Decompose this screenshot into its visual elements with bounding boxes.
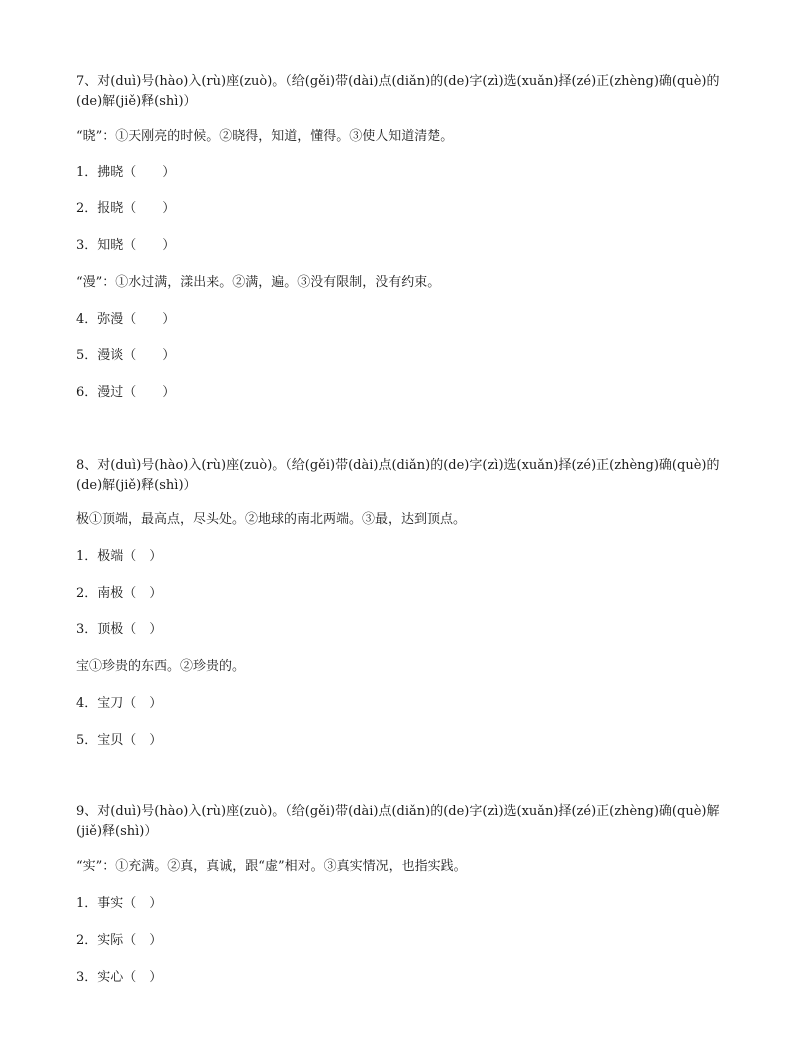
question-8-heading: 8、对(duì)号(hào)入(rù)座(zuò)。（给(gěi)带(dài)点(diǎn)的(de)字(zì)选(xuǎn)择(zé)正(zhèng)确(què)的(de)解(jiě)释(shì)） xyxy=(76,458,720,493)
question-8-item-5: 5．宝贝（ ） xyxy=(76,733,163,748)
question-8-definition-2: 宝①珍贵的东西。②珍贵的。 xyxy=(76,659,246,674)
question-9-item-3: 3．实心（ ） xyxy=(76,970,163,985)
question-8-definition-1: 极①顶端，最高点，尽头处。②地球的南北两端。③最，达到顶点。 xyxy=(76,512,467,527)
question-8-item-2: 2．南极（ ） xyxy=(76,586,163,601)
question-9-heading: 9、对(duì)号(hào)入(rù)座(zuò)。（给(gěi)带(dài)点(diǎn)的(de)字(zì)选(xuǎn)择(zé)正(zhèng)确(què)解(jiě)释(shì)） xyxy=(76,804,720,839)
question-8-item-3: 3．顶极（ ） xyxy=(76,622,163,637)
question-7-item-6: 6．漫过（ ） xyxy=(76,385,176,400)
question-9-item-1: 1．事实（ ） xyxy=(76,896,163,911)
question-7-definition-2: “漫”：①水过满，漾出来。②满，遍。③没有限制，没有约束。 xyxy=(76,275,441,290)
question-7-item-3: 3．知晓（ ） xyxy=(76,238,176,253)
question-8-item-4: 4．宝刀（ ） xyxy=(76,696,163,711)
question-7-item-2: 2．报晓（ ） xyxy=(76,201,176,216)
question-7-item-4: 4．弥漫（ ） xyxy=(76,312,176,327)
question-9-definition-1: “实”：①充满。②真，真诚，跟“虚”相对。③真实情况，也指实践。 xyxy=(76,859,467,874)
question-7-item-5: 5．漫谈（ ） xyxy=(76,348,176,363)
question-8-item-1: 1．极端（ ） xyxy=(76,549,163,564)
question-9-item-2: 2．实际（ ） xyxy=(76,933,163,948)
question-7-definition-1: “晓”：①天刚亮的时候。②晓得，知道，懂得。③使人知道清楚。 xyxy=(76,129,454,144)
question-7-heading: 7、对(duì)号(hào)入(rù)座(zuò)。（给(gěi)带(dài)点(diǎn)的(de)字(zì)选(xuǎn)择(zé)正(zhèng)确(què)的(de)解(jiě)释(shì)） xyxy=(76,74,720,109)
question-7-item-1: 1．拂晓（ ） xyxy=(76,165,176,180)
